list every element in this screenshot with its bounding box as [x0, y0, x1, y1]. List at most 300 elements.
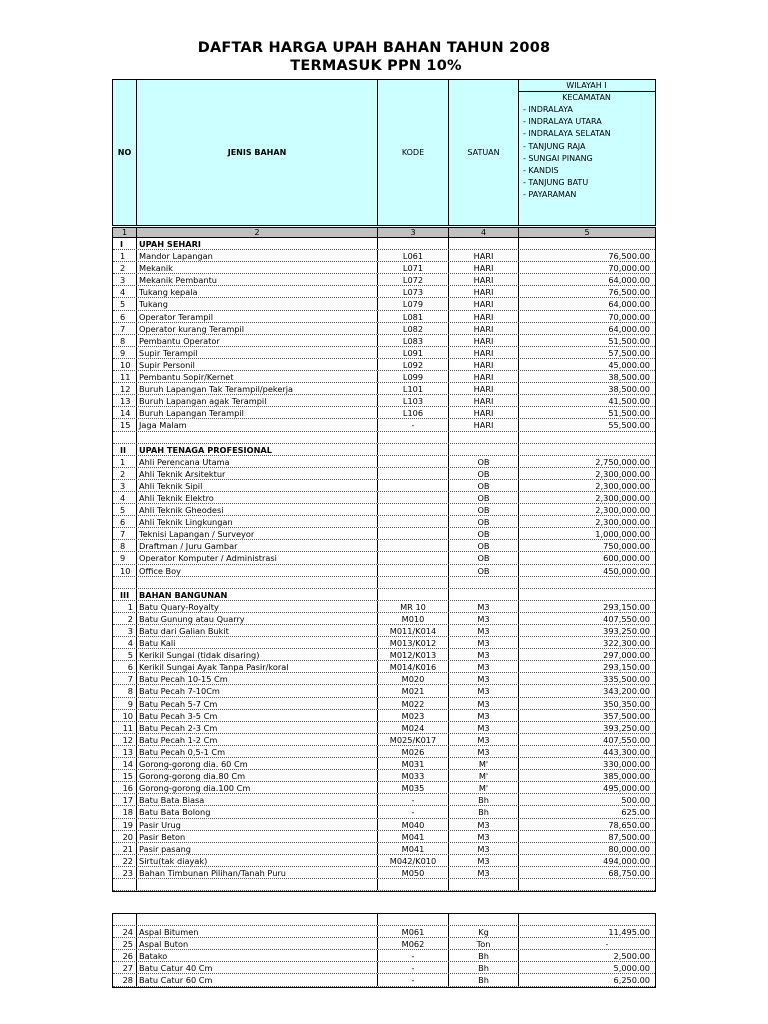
row-name: Tukang — [137, 298, 378, 309]
row-name: Buruh Lapangan agak Terampil — [137, 395, 378, 406]
row-satuan: Bh — [449, 806, 519, 817]
row-harga: 51,500.00 — [608, 408, 650, 419]
row-satuan: M3 — [449, 734, 519, 745]
table-row — [113, 516, 655, 528]
row-name: Batu Bata Bolong — [137, 806, 378, 817]
row-satuan: OB — [449, 504, 519, 515]
row-name: Batako — [137, 950, 378, 961]
table-row — [113, 649, 655, 661]
row-number: 13 — [113, 746, 137, 757]
row-number: 11 — [113, 722, 137, 733]
row-name: Batu dari Galian Bukit — [137, 625, 378, 636]
row-number: 22 — [113, 855, 137, 866]
row-harga: 1,000,000.00 — [595, 529, 650, 540]
row-name: Batu Gunung atau Quarry — [137, 613, 378, 624]
empty-cell — [449, 589, 519, 600]
row-harga: 450,000.00 — [603, 565, 650, 576]
row-kode — [378, 552, 449, 563]
table-row — [113, 347, 655, 359]
row-name: Batu Catur 40 Cm — [137, 962, 378, 973]
row-name: Teknisi Lapangan / Surveyor — [137, 528, 378, 539]
row-harga: 68,750.00 — [608, 867, 650, 878]
row-kode: L092 — [378, 359, 449, 370]
row-name: Draftman / Juru Gambar — [137, 540, 378, 551]
row-harga: 78,650.00 — [608, 819, 650, 830]
column-number-row — [112, 227, 656, 238]
table-row — [113, 722, 655, 734]
row-name: Buruh Lapangan Tak Terampil/pekerja — [137, 383, 378, 394]
row-kode: L091 — [378, 347, 449, 358]
empty-cell — [113, 879, 137, 890]
row-number: 6 — [113, 661, 137, 672]
row-name: Supir Personil — [137, 359, 378, 370]
row-number: 20 — [113, 831, 137, 842]
row-kode: M031 — [378, 758, 449, 769]
row-satuan: Bh — [449, 950, 519, 961]
kecamatan-item: - TANJUNG RAJA — [523, 141, 586, 151]
kecamatan-item: - PAYARAMAN — [523, 190, 577, 200]
table-row — [113, 950, 655, 962]
colnum-1: 1 — [113, 228, 137, 237]
row-number: 9 — [113, 347, 137, 358]
table-row — [113, 311, 655, 323]
row-satuan: M3 — [449, 746, 519, 757]
row-name: Kerikil Sungai (tidak disaring) — [137, 649, 378, 660]
row-name: Pasir pasang — [137, 843, 378, 854]
row-number: 10 — [113, 710, 137, 721]
row-harga: 57,500.00 — [608, 347, 650, 358]
empty-cell — [113, 577, 137, 588]
blank-row — [113, 914, 655, 926]
row-number: 10 — [113, 565, 137, 576]
empty-cell — [519, 879, 655, 890]
row-harga: 322,300.00 — [603, 638, 650, 649]
row-kode: - — [378, 419, 449, 430]
row-satuan: OB — [449, 552, 519, 563]
row-number: 26 — [113, 950, 137, 961]
table-row — [113, 492, 655, 504]
row-satuan: M3 — [449, 649, 519, 660]
empty-cell — [113, 914, 137, 925]
row-kode: L072 — [378, 274, 449, 285]
blank-row — [113, 577, 655, 589]
row-satuan: HARI — [449, 347, 519, 358]
row-kode: L083 — [378, 335, 449, 346]
table-row — [113, 819, 655, 831]
row-satuan: OB — [449, 480, 519, 491]
row-satuan: OB — [449, 516, 519, 527]
table-row — [113, 710, 655, 722]
table-row — [113, 685, 655, 697]
empty-cell — [519, 432, 655, 443]
row-kode: M062 — [378, 938, 449, 949]
empty-cell — [113, 432, 137, 443]
table-row — [113, 371, 655, 383]
row-harga: 330,000.00 — [603, 759, 650, 770]
row-number: 2 — [113, 262, 137, 273]
kecamatan-item: - INDRALAYA UTARA — [523, 117, 602, 127]
row-number: 2 — [113, 613, 137, 624]
row-number: 24 — [113, 926, 137, 937]
table-row — [113, 734, 655, 746]
row-number: 9 — [113, 552, 137, 563]
row-harga: 70,000.00 — [608, 263, 650, 274]
row-harga: - — [605, 939, 609, 950]
row-satuan: HARI — [449, 395, 519, 406]
row-satuan: Bh — [449, 794, 519, 805]
row-number: 28 — [113, 974, 137, 985]
row-number: 8 — [113, 335, 137, 346]
table-row — [113, 335, 655, 347]
table-row — [113, 613, 655, 625]
row-name: Kerikil Sungai Ayak Tanpa Pasir/koral — [137, 661, 378, 672]
row-satuan: OB — [449, 492, 519, 503]
row-name: Batu Kali — [137, 637, 378, 648]
row-harga: 2,300,000.00 — [595, 517, 650, 528]
row-name: Batu Quary-Royalty — [137, 601, 378, 612]
header-kode: KODE — [378, 80, 449, 225]
row-kode: M013/K012 — [378, 637, 449, 648]
row-harga: 495,000.00 — [603, 783, 650, 794]
empty-cell — [519, 577, 655, 588]
row-name: Pembantu Sopir/Kernet — [137, 371, 378, 382]
row-kode: M011/K014 — [378, 625, 449, 636]
colnum-2: 2 — [137, 228, 378, 237]
row-number: 25 — [113, 938, 137, 949]
table-row — [113, 962, 655, 974]
price-table — [112, 238, 656, 892]
row-harga: 51,500.00 — [608, 335, 650, 346]
row-kode: M012/K013 — [378, 649, 449, 660]
row-harga: 293,150.00 — [603, 662, 650, 673]
row-harga: 38,500.00 — [608, 372, 650, 383]
row-number: 12 — [113, 383, 137, 394]
row-satuan: M3 — [449, 843, 519, 854]
row-satuan: HARI — [449, 419, 519, 430]
row-name: Ahli Teknik Ghеodesi — [137, 504, 378, 515]
row-satuan: M3 — [449, 831, 519, 842]
table-row — [113, 540, 655, 552]
row-harga: 2,500.00 — [613, 951, 650, 962]
row-satuan: OB — [449, 540, 519, 551]
row-number: 5 — [113, 504, 137, 515]
empty-cell — [378, 238, 449, 249]
row-harga: 2,750,000.00 — [595, 456, 650, 467]
row-satuan: M3 — [449, 601, 519, 612]
row-kode: - — [378, 794, 449, 805]
row-satuan: OB — [449, 528, 519, 539]
row-name: Ahli Teknik Sipil — [137, 480, 378, 491]
row-harga: 443,300.00 — [603, 746, 650, 757]
row-name: Pasir Beton — [137, 831, 378, 842]
kecamatan-item: - TANJUNG BATU — [523, 178, 589, 188]
row-number: 15 — [113, 419, 137, 430]
row-harga: 64,000.00 — [608, 275, 650, 286]
row-satuan: HARI — [449, 359, 519, 370]
row-name: Batu Pecah 0,5-1 Cm — [137, 746, 378, 757]
kecamatan-list — [523, 104, 611, 202]
table-row — [113, 601, 655, 613]
table-row — [113, 782, 655, 794]
row-kode: M042/K010 — [378, 855, 449, 866]
row-kode: L082 — [378, 323, 449, 334]
row-number: 15 — [113, 770, 137, 781]
row-kode — [378, 540, 449, 551]
row-satuan: M3 — [449, 819, 519, 830]
section-title: BAHAN BANGUNAN — [137, 589, 378, 600]
document-title: DAFTAR HARGA UPAH BAHAN TAHUN 2008 — [197, 40, 551, 56]
row-kode: L073 — [378, 286, 449, 297]
table-row — [113, 637, 655, 649]
row-number: 1 — [113, 456, 137, 467]
header-wilayah — [518, 80, 655, 225]
row-satuan: M3 — [449, 661, 519, 672]
empty-cell — [449, 914, 519, 925]
row-kode: L103 — [378, 395, 449, 406]
row-name: Operator Komputer / Administrasi — [137, 552, 378, 563]
table-row — [113, 298, 655, 310]
table-row — [113, 250, 655, 262]
row-satuan: M3 — [449, 637, 519, 648]
row-harga: 80,000.00 — [608, 843, 650, 854]
row-satuan: M' — [449, 758, 519, 769]
row-kode: M024 — [378, 722, 449, 733]
row-satuan: HARI — [449, 335, 519, 346]
row-kode: M022 — [378, 698, 449, 709]
row-harga: 87,500.00 — [608, 831, 650, 842]
row-number: 8 — [113, 685, 137, 696]
table-row — [113, 480, 655, 492]
row-kode: L101 — [378, 383, 449, 394]
row-satuan: HARI — [449, 286, 519, 297]
row-harga: 2,300,000.00 — [595, 480, 650, 491]
row-kode: L061 — [378, 250, 449, 261]
row-kode — [378, 565, 449, 576]
row-number: 18 — [113, 806, 137, 817]
row-number: 5 — [113, 649, 137, 660]
row-kode: MR 10 — [378, 601, 449, 612]
section-title: UPAH SEHARI — [137, 238, 378, 249]
row-kode: M021 — [378, 685, 449, 696]
row-name: Operator kurang Terampil — [137, 323, 378, 334]
header-satuan: SATUAN — [449, 80, 519, 225]
row-satuan: M3 — [449, 710, 519, 721]
row-kode: L071 — [378, 262, 449, 273]
row-harga: 350,350.00 — [603, 698, 650, 709]
row-number: 1 — [113, 250, 137, 261]
row-harga: 600,000.00 — [603, 553, 650, 564]
empty-cell — [378, 432, 449, 443]
row-name: Aspal Bitumen — [137, 926, 378, 937]
colnum-4: 4 — [449, 228, 519, 237]
row-kode: M010 — [378, 613, 449, 624]
empty-cell — [378, 444, 449, 455]
row-number: 1 — [113, 601, 137, 612]
header-no: NO — [113, 80, 137, 225]
row-number: 4 — [113, 492, 137, 503]
row-number: 4 — [113, 637, 137, 648]
row-kode — [378, 504, 449, 515]
row-kode: M041 — [378, 843, 449, 854]
row-satuan: M3 — [449, 855, 519, 866]
row-harga: 625.00 — [621, 807, 650, 818]
empty-cell — [137, 879, 378, 890]
table-row — [113, 407, 655, 419]
empty-cell — [449, 238, 519, 249]
row-kode: M023 — [378, 710, 449, 721]
row-name: Batu Pecah 10-15 Cm — [137, 673, 378, 684]
row-satuan: HARI — [449, 298, 519, 309]
row-satuan: M3 — [449, 698, 519, 709]
table-row — [113, 974, 655, 986]
table-row — [113, 746, 655, 758]
row-name: Jaga Malam — [137, 419, 378, 430]
table-row — [113, 323, 655, 335]
kecamatan-item: - SUNGAI PINANG — [523, 153, 593, 163]
row-harga: 6,250.00 — [613, 975, 650, 986]
row-harga: 41,500.00 — [608, 396, 650, 407]
row-satuan: OB — [449, 468, 519, 479]
row-number: 7 — [113, 323, 137, 334]
empty-cell — [519, 589, 655, 600]
row-number: 13 — [113, 395, 137, 406]
row-name: Ahli Teknik Arsitektur — [137, 468, 378, 479]
row-name: Pembantu Operator — [137, 335, 378, 346]
row-number: 21 — [113, 843, 137, 854]
empty-cell — [137, 914, 378, 925]
table-row — [113, 698, 655, 710]
row-number: 3 — [113, 625, 137, 636]
table-row — [113, 262, 655, 274]
row-number: 12 — [113, 734, 137, 745]
row-kode: M020 — [378, 673, 449, 684]
row-kode — [378, 468, 449, 479]
table-row — [113, 565, 655, 577]
section-header-row — [113, 589, 655, 601]
table-row — [113, 926, 655, 938]
row-kode: M025/K017 — [378, 734, 449, 745]
table-row — [113, 456, 655, 468]
kecamatan-label: KECAMATAN — [562, 93, 611, 102]
empty-cell — [137, 432, 378, 443]
row-name: Mandor Lapangan — [137, 250, 378, 261]
row-number: 6 — [113, 311, 137, 322]
row-kode: M035 — [378, 782, 449, 793]
row-number: 5 — [113, 298, 137, 309]
row-name: Aspal Buton — [137, 938, 378, 949]
table-row — [113, 359, 655, 371]
row-number: 17 — [113, 794, 137, 805]
row-harga: 407,550.00 — [603, 734, 650, 745]
row-number: 16 — [113, 782, 137, 793]
table-row — [113, 383, 655, 395]
row-number: 4 — [113, 286, 137, 297]
price-table-continued — [112, 913, 656, 988]
section-title: UPAH TENAGA PROFESIONAL — [137, 444, 378, 455]
row-name: Supir Terampil — [137, 347, 378, 358]
row-satuan: OB — [449, 456, 519, 467]
row-kode: - — [378, 950, 449, 961]
row-satuan: M3 — [449, 625, 519, 636]
table-row — [113, 867, 655, 879]
table-row — [113, 286, 655, 298]
row-kode: M041 — [378, 831, 449, 842]
row-harga: 11,495.00 — [608, 927, 650, 938]
table-row — [113, 758, 655, 770]
empty-cell — [137, 577, 378, 588]
table-row — [113, 938, 655, 950]
table-row — [113, 831, 655, 843]
row-satuan: M3 — [449, 685, 519, 696]
table-row — [113, 552, 655, 564]
row-kode: L106 — [378, 407, 449, 418]
row-name: Operator Terampil — [137, 311, 378, 322]
row-harga: 2,300,000.00 — [595, 468, 650, 479]
table-row — [113, 661, 655, 673]
colnum-3: 3 — [378, 228, 449, 237]
row-harga: 343,200.00 — [603, 686, 650, 697]
row-name: Tukang kepala — [137, 286, 378, 297]
table-row — [113, 794, 655, 806]
row-name: Bahan Timbunan Pilihan/Tanah Puru — [137, 867, 378, 878]
empty-cell — [519, 914, 655, 925]
blank-row — [113, 879, 655, 891]
row-satuan: M3 — [449, 613, 519, 624]
row-harga: 5,000.00 — [613, 963, 650, 974]
row-number: 23 — [113, 867, 137, 878]
header-jenis-bahan: JENIS BAHAN — [137, 80, 378, 225]
row-number: 10 — [113, 359, 137, 370]
empty-cell — [519, 444, 655, 455]
table-row — [113, 770, 655, 782]
table-row — [113, 806, 655, 818]
table-row — [113, 504, 655, 516]
row-name: Batu Pecah 2-3 Cm — [137, 722, 378, 733]
row-number: 14 — [113, 758, 137, 769]
row-kode: L079 — [378, 298, 449, 309]
empty-cell — [378, 577, 449, 588]
row-kode: - — [378, 962, 449, 973]
row-name: Batu Pecah 1-2 Cm — [137, 734, 378, 745]
row-harga: 393,250.00 — [603, 722, 650, 733]
row-harga: 335,500.00 — [603, 674, 650, 685]
row-name: Batu Pecah 3-5 Cm — [137, 710, 378, 721]
row-harga: 38,500.00 — [608, 384, 650, 395]
row-satuan: OB — [449, 565, 519, 576]
table-row — [113, 274, 655, 286]
row-satuan: Kg — [449, 926, 519, 937]
row-kode: L099 — [378, 371, 449, 382]
row-harga: 2,300,000.00 — [595, 492, 650, 503]
row-satuan: M3 — [449, 673, 519, 684]
row-number: 3 — [113, 274, 137, 285]
row-harga: 750,000.00 — [603, 541, 650, 552]
kecamatan-item: - INDRALAYA SELATAN — [523, 129, 611, 139]
row-number: 3 — [113, 480, 137, 491]
table-row — [113, 528, 655, 540]
row-number: 14 — [113, 407, 137, 418]
row-harga: 64,000.00 — [608, 323, 650, 334]
row-harga: 45,000.00 — [608, 359, 650, 370]
row-satuan: HARI — [449, 262, 519, 273]
kecamatan-item: - INDRALAYA — [523, 105, 573, 114]
row-kode: - — [378, 806, 449, 817]
row-number: 9 — [113, 698, 137, 709]
empty-cell — [449, 577, 519, 588]
row-harga: 297,000.00 — [603, 650, 650, 661]
row-number: 8 — [113, 540, 137, 551]
row-name: Pasir Urug — [137, 819, 378, 830]
